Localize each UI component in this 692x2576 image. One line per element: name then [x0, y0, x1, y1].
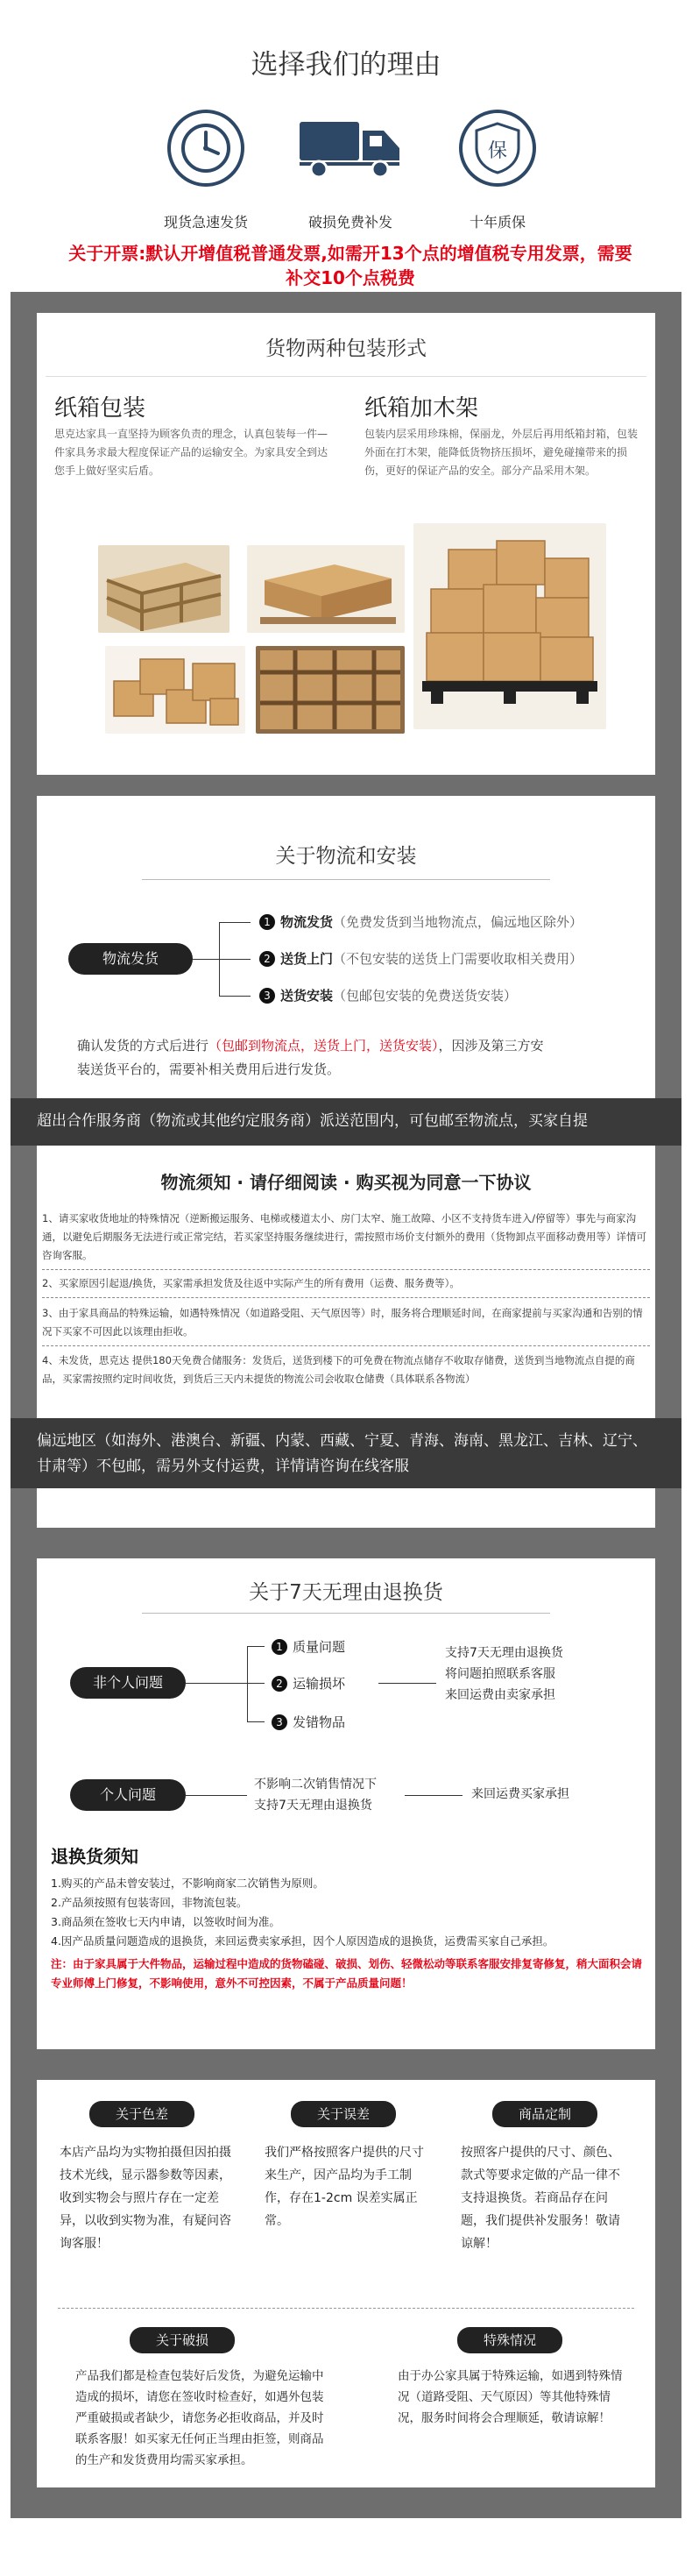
return-reason-2	[272, 1674, 345, 1692]
reason-number: 3	[272, 1714, 287, 1730]
confirm-post: ，因涉及第三方安	[438, 1038, 544, 1054]
delivery-range-band: 超出合作服务商（物流或其他约定服务商）派送范围内，可包邮至物流点，买家自提	[11, 1098, 681, 1146]
carton-pallet-image	[247, 545, 405, 633]
rule-item: 3.商品须在签收七天内申请，以签收时间为准。	[51, 1915, 280, 1928]
ship-option-3	[259, 986, 517, 1004]
notice-item-2: 2、买家原因引起退/换货，买家需承担发货及往返中实际产生的所有费用（运费、服务费等）。	[42, 1277, 460, 1289]
dashed-divider	[42, 1345, 650, 1346]
crate-text: 包装内层采用珍珠棉，保丽龙，外层后再用纸箱封箱，包装外面在打木架，能降低货物挤压损坏，避免碰撞带来的损伤，更好的保证产品的安全。部分产品采用木架。	[364, 428, 639, 477]
option-desc: （包邮包安装的免费送货安装）	[333, 988, 518, 1004]
reason-text: 质量问题	[293, 1639, 346, 1655]
feature-label: 破损免费补发	[307, 214, 392, 231]
option-name: 送货上门	[280, 951, 334, 967]
bracket-line	[247, 1646, 265, 1647]
reason-text: 发错物品	[293, 1714, 346, 1730]
not-personal-issue-label: 非个人问题	[70, 1667, 186, 1699]
reason-text: 运输损坏	[293, 1676, 346, 1692]
divider	[46, 376, 646, 377]
shipping-method-label: 物流发货	[68, 943, 193, 975]
result-line: 将问题拍照联系客服	[445, 1667, 555, 1681]
special-situation-tag: 特殊情况	[457, 2327, 562, 2353]
custom-product-text: 按照客户提供的尺寸、颜色、款式等要求定做的产品一律不支持退换货。若商品存在问题，我们提供补发服务！敬请谅解！	[461, 2146, 620, 2251]
color-difference-tag: 关于色差	[89, 2101, 194, 2127]
bracket-line	[219, 959, 251, 960]
bracket-line	[247, 1721, 265, 1722]
shield-icon	[459, 110, 536, 187]
option-name: 物流发货	[280, 914, 334, 930]
reason-number: 1	[272, 1639, 287, 1655]
returns-card	[37, 1558, 655, 2049]
custom-product-tag: 商品定制	[492, 2101, 597, 2127]
confirm-red: （包邮到物流点，送货上门，送货安装）	[208, 1038, 439, 1054]
not-personal-result	[445, 1643, 563, 1706]
option-number: 2	[259, 951, 275, 967]
invoice-line-1: 关于开票:默认开增值税普通发票,如需开13个点的增值税专用发票，需要	[68, 243, 632, 264]
result-line: 来回运费由卖家承担	[445, 1688, 555, 1702]
crate-heading: 纸箱加木架	[364, 395, 479, 422]
confirm-line-2: 装送货平台的，需要补相关费用后进行发货。	[77, 1061, 341, 1077]
packaging-card	[37, 313, 655, 775]
bracket-line	[247, 1683, 265, 1684]
size-error-tag: 关于误差	[291, 2101, 396, 2127]
condition-line: 支持7天无理由退换货	[254, 1799, 372, 1813]
policies-card	[37, 2080, 655, 2487]
reason-number: 2	[272, 1676, 287, 1692]
dashed-divider	[42, 1297, 650, 1298]
divider	[142, 1613, 550, 1614]
crated-boxes-image	[256, 646, 405, 734]
option-number: 1	[259, 914, 275, 930]
clock-icon	[167, 110, 244, 187]
notice-item-3: 3、由于家具商品的特殊运输，如遇特殊情况（如道路受阻、天气原因等）时，服务将合理顺延时间，在商家提前与买家沟通和告别的情况下买家不可因此以该理由拒收。	[42, 1307, 643, 1338]
special-situation-text: 由于办公家具属于特殊运输，如遇到特殊情况（道路受阻、天气原因）等其他特殊情况，服务时间将会合理顺延，敬请谅解！	[398, 2369, 623, 2425]
ship-option-1	[259, 912, 583, 931]
shield-glyph: 保	[487, 140, 508, 162]
bracket-line	[247, 1646, 248, 1721]
content-frame	[11, 292, 681, 2518]
notice-item-4: 4、未发货，思克达 提供180天免费合储服务：发货后，送货到楼下的可免费在物流点储存不收取存储费，送货到当地物流点自提的商品，买家需按照约定时间收货，到货后三天内未提货的物流公司会收取仓储费（具体联系各物流）	[42, 1354, 635, 1385]
logistics-title: 关于物流和安装	[275, 845, 417, 868]
dashed-divider	[58, 2308, 634, 2309]
personal-result: 来回运费买家承担	[471, 1787, 569, 1801]
carton-text: 思克达家具一直坚持为顾客负责的理念，认真包装每一件—件家具务求最大程度保证产品的运输安全。为家具安全到达您手上做好坚实后盾。	[54, 428, 328, 477]
personal-condition	[254, 1774, 377, 1816]
arrow-line	[186, 1795, 247, 1796]
damage-text: 产品我们都是检查包装好后发货，为避免运输中造成的损坏，请您在签收时检查好，如遇外包装严重破损或者缺少，请您务必拒收商品，并及时联系客服！如买家无任何正当理由拒签，则商品的生产和发货费用均需买家承担。	[75, 2369, 324, 2467]
wooden-crate-image	[98, 545, 229, 633]
feature-label: 现货急速发货	[163, 214, 248, 231]
color-difference-text: 本店产品均为实物拍摄但因拍摄技术光线，显示器参数等因素，收到实物会与照片存在一定差异，以收到实物为准，有疑问咨询客服！	[60, 2146, 231, 2251]
packaging-title: 货物两种包装形式	[265, 337, 427, 360]
notice-item-1: 1、请买家收货地址的特殊情况（逆断搬运服务、电梯或楼道太小、房门太窄、施工故障、小区不支持货车进入/停留等）事先与商家沟通，以避免后期服务无法进行或正常完结，若买家坚持服务继续进行，需按照市场价支付额外的费用（货物卸点平面移动费用等）详情可咨询客服。	[42, 1212, 646, 1261]
bracket-line	[193, 959, 219, 960]
remote-area-band: 偏远地区（如海外、港澳台、新疆、内蒙、西藏、宁夏、青海、海南、黑龙江、吉林、辽宁、甘肃等）不包邮，需另外支付运费，详情请咨询在线客服	[11, 1418, 681, 1488]
rule-item: 4.因产品质量问题造成的退换货，来回运费卖家承担，因个人原因造成的退换货，运费需买家自己承担。	[51, 1934, 554, 1948]
option-name: 送货安装	[280, 988, 334, 1004]
rules-title: 退换货须知	[51, 1846, 138, 1867]
damage-warning: 注：由于家具属于大件物品，运输过程中造成的货物磕碰、破损、划伤、轻微松动等联系客服安排复寄修复，稍大面积会请专业师傅上门修复，不影响使用，意外不可控因素，不属于产品质量问题！	[51, 1957, 643, 1990]
logistics-card	[37, 796, 655, 1528]
bracket-line	[186, 1683, 247, 1684]
damage-tag: 关于破损	[130, 2327, 235, 2353]
condition-line: 不影响二次销售情况下	[254, 1778, 377, 1792]
stacked-boxes-image	[413, 523, 606, 729]
returns-title: 关于7天无理由退换货	[249, 1581, 443, 1604]
invoice-notice	[35, 241, 666, 290]
invoice-line-2: 补交10个点税费	[286, 267, 415, 288]
option-number: 3	[259, 988, 275, 1004]
confirm-text	[77, 1034, 638, 1082]
ship-option-2	[259, 949, 583, 968]
divider	[142, 879, 550, 880]
truck-icon	[289, 110, 412, 187]
size-error-text: 我们严格按照客户提供的尺寸来生产，因产品均为手工制作，存在1-2cm 误差实属正常。	[265, 2146, 424, 2228]
notice-title: 物流须知 · 请仔细阅读 · 购买视为同意一下协议	[160, 1172, 532, 1193]
return-reason-3	[272, 1713, 345, 1731]
feature-label: 十年质保	[469, 214, 526, 231]
arrow-line	[405, 1795, 463, 1796]
rule-item: 2.产品须按照有包装寄回，非物流包装。	[51, 1896, 248, 1909]
bracket-line	[219, 922, 251, 923]
confirm-pre: 确认发货的方式后进行	[77, 1038, 209, 1054]
result-line: 支持7天无理由退换货	[445, 1646, 563, 1660]
return-reason-1	[272, 1637, 345, 1656]
personal-issue-label: 个人问题	[70, 1779, 186, 1811]
rule-item: 1.购买的产品未曾安装过，不影响商家二次销售为原则。	[51, 1877, 324, 1890]
arrow-line	[378, 1683, 436, 1684]
dashed-divider	[42, 1269, 650, 1270]
feature-warranty	[410, 110, 585, 231]
loose-boxes-image	[105, 646, 245, 734]
option-desc: （免费发货到当地物流点，偏远地区除外）	[333, 914, 583, 930]
bracket-line	[219, 996, 251, 997]
carton-heading: 纸箱包装	[54, 395, 146, 422]
page-title: 选择我们的理由	[251, 49, 441, 81]
rules-list	[51, 1874, 646, 1951]
option-desc: （不包安装的送货上门需要收取相关费用）	[333, 951, 583, 967]
